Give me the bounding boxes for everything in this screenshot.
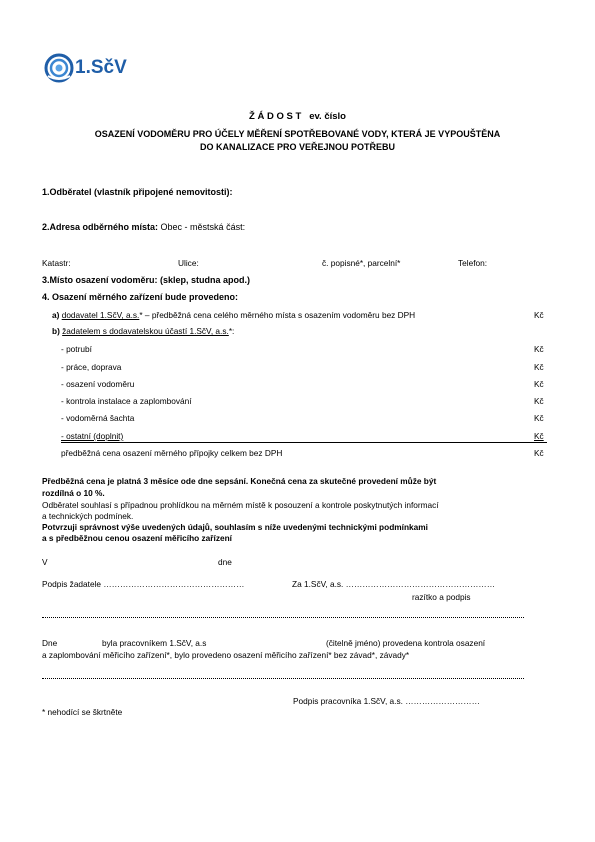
currency-total: Kč <box>534 448 544 458</box>
date-label: dne <box>218 557 232 567</box>
applicant-signature: Podpis žadatele …………………………………………… <box>42 579 245 589</box>
subtitle-line1: OSAZENÍ VODOMĚRU PRO ÚČELY MĚŘENÍ SPOTŘEBOVANÉ VODY, KTERÁ JE VYPOUŠTĚNA <box>94 129 501 139</box>
ulice-label: Ulice: <box>178 258 199 268</box>
inspection-date-label: Dne <box>42 638 58 648</box>
currency-prace: Kč <box>534 362 544 372</box>
telefon-label: Telefon: <box>458 258 488 268</box>
company-logo <box>43 52 133 86</box>
option-b-row <box>52 326 234 336</box>
total-divider <box>61 442 547 443</box>
list-item-potrubi: - potrubí <box>61 344 92 354</box>
company-signature: Za 1.SčV, a.s. ……………………………………………… <box>292 579 495 589</box>
inspection-line2: a zaplombování měřicího zařízení*, bylo provedeno osazení měřicího zařízení* bez závad*, závady* <box>42 650 410 660</box>
list-item-prace: - práce, doprava <box>61 362 122 372</box>
option-a-link[interactable]: dodavatel 1.SčV, a.s. <box>61 310 140 320</box>
inspection-name-label: (čitelně jméno) provedena kontrola osazení <box>326 638 486 648</box>
consent-line1: Odběratel souhlasí s případnou prohlídkou na měrném místě k posouzení a kontrole poskytnutých informací <box>42 500 439 510</box>
section4-label: 4. Osazení měrného zařízení bude provedeno: <box>42 292 239 302</box>
ev-number-label: ev. číslo <box>309 111 346 122</box>
confirm-line2: a s předběžnou cenou osazení měřicího zařízení <box>42 533 232 543</box>
list-item-osazeni: - osazení vodoměru <box>61 379 135 389</box>
popisne-label: č. popisné*, parcelní* <box>322 258 401 268</box>
subtitle-line2: DO KANALIZACE PRO VEŘEJNOU POTŘEBU <box>199 142 396 152</box>
section2-detail: Obec - městská část: <box>160 222 246 232</box>
currency-a: Kč <box>534 310 544 320</box>
option-a-prefix: a) <box>52 310 60 320</box>
worker-signature: Podpis pracovníka 1.SčV, a.s. ……………………… <box>293 696 480 706</box>
validity-line1: Předběžná cena je platná 3 měsíce ode dne sepsání. Konečná cena za skutečné provedení může být <box>42 476 437 486</box>
list-item-ostatni: - ostatní (doplnit) <box>61 431 124 441</box>
inspection-dots <box>42 678 524 679</box>
option-b-text: *: <box>228 326 235 336</box>
katastr-label: Katastr: <box>42 258 71 268</box>
currency-ostatni: Kč <box>534 431 544 441</box>
option-a-text: * – předběžná cena celého měrného místa s osazením vodoměru bez DPH <box>139 310 416 320</box>
confirm-line1: Potvrzuji správnost výše uvedených údajů, souhlasím s níže uvedenými technickými podmínkami <box>42 522 428 532</box>
option-b-prefix: b) <box>52 326 60 336</box>
currency-kontrola: Kč <box>534 396 544 406</box>
section2-label: 2.Adresa odběrného místa: <box>42 222 159 232</box>
validity-line2: rozdílná o 10 %. <box>42 488 105 498</box>
logo-text: 1.SčV <box>75 57 127 78</box>
currency-potrubi: Kč <box>534 344 544 354</box>
place-label: V <box>42 557 48 567</box>
currency-osazeni: Kč <box>534 379 544 389</box>
option-a-row <box>52 310 415 320</box>
title-text: Ž Á D O S T <box>249 111 302 122</box>
currency-sachta: Kč <box>534 413 544 423</box>
section3-label: 3.Místo osazení vodoměru: (sklep, studna apod.) <box>42 275 251 285</box>
footnote: * nehodící se škrtněte <box>42 707 123 717</box>
option-b-link[interactable]: žadatelem s dodavatelskou účastí 1.SčV, a.s. <box>62 326 229 336</box>
section2-row <box>42 222 245 232</box>
list-item-sachta: - vodoměrná šachta <box>61 413 135 423</box>
section1-label: 1.Odběratel (vlastník připojené nemovitosti): <box>42 187 233 197</box>
inspection-worker-label: byla pracovníkem 1.SčV, a.s <box>102 638 207 648</box>
form-title <box>0 111 595 122</box>
stamp-label: razítko a podpis <box>412 592 471 602</box>
total-label: předběžná cena osazení měrného přípojky celkem bez DPH <box>61 448 283 458</box>
consent-line2: a technických podmínek. <box>42 511 134 521</box>
section-divider <box>42 617 524 618</box>
list-item-kontrola: - kontrola instalace a zaplombování <box>61 396 192 406</box>
